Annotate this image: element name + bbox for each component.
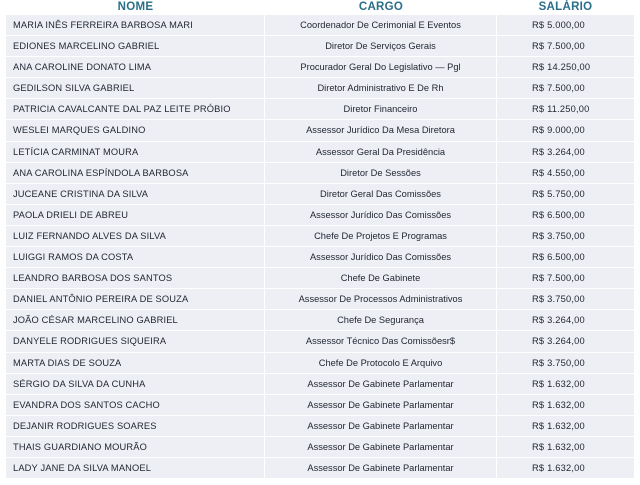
cell-cargo: Chefe De Gabinete	[265, 268, 496, 288]
cell-cargo: Diretor De Sessões	[265, 163, 496, 183]
cell-cargo: Assessor De Gabinete Parlamentar	[265, 458, 496, 478]
cell-salario: R$ 1.632,00	[497, 416, 634, 436]
table-row	[6, 457, 634, 478]
cell-cargo: Assessor De Gabinete Parlamentar	[265, 416, 496, 436]
cell-cargo: Assessor Geral Da Presidência	[265, 142, 496, 162]
cell-cargo: Diretor Financeiro	[265, 99, 496, 119]
cell-nome: LUIGGI RAMOS DA COSTA	[6, 247, 264, 267]
cell-nome: EVANDRA DOS SANTOS CACHO	[6, 395, 264, 415]
cell-nome: ANA CAROLINE DONATO LIMA	[6, 57, 264, 77]
cell-cargo: Chefe De Projetos E Programas	[265, 226, 496, 246]
table-row	[6, 119, 634, 140]
table-header	[6, 0, 634, 14]
cell-nome: LETÍCIA CARMINAT MOURA	[6, 142, 264, 162]
cell-salario: R$ 3.264,00	[497, 331, 634, 351]
table-row	[6, 267, 634, 288]
cell-salario: R$ 7.500,00	[497, 78, 634, 98]
table-row	[6, 309, 634, 330]
cell-salario: R$ 1.632,00	[497, 374, 634, 394]
table-body	[6, 14, 634, 478]
cell-cargo: Assessor Técnico Das Comissõesr$	[265, 331, 496, 351]
header-salario: SALÁRIO	[538, 1, 593, 13]
cell-cargo: Diretor Administrativo E De Rh	[265, 78, 496, 98]
table-row	[6, 162, 634, 183]
cell-cargo: Assessor Jurídico Das Comissões	[265, 205, 496, 225]
cell-nome: THAIS GUARDIANO MOURÃO	[6, 437, 264, 457]
cell-salario: R$ 3.750,00	[497, 289, 634, 309]
cell-nome: LADY JANE DA SILVA MANOEL	[6, 458, 264, 478]
cell-nome: SÉRGIO DA SILVA DA CUNHA	[6, 374, 264, 394]
table-row	[6, 14, 634, 35]
cell-salario: R$ 4.550,00	[497, 163, 634, 183]
table-row	[6, 225, 634, 246]
salary-table	[6, 0, 634, 478]
cell-nome: GEDILSON SILVA GABRIEL	[6, 78, 264, 98]
cell-nome: LUIZ FERNANDO ALVES DA SILVA	[6, 226, 264, 246]
cell-salario: R$ 1.632,00	[497, 395, 634, 415]
cell-salario: R$ 6.500,00	[497, 247, 634, 267]
cell-salario: R$ 3.750,00	[497, 353, 634, 373]
table-row	[6, 394, 634, 415]
cell-cargo: Coordenador De Cerimonial E Eventos	[265, 15, 496, 35]
table-row	[6, 35, 634, 56]
table-row	[6, 373, 634, 394]
cell-salario: R$ 9.000,00	[497, 120, 634, 140]
table-row	[6, 204, 634, 225]
cell-salario: R$ 14.250,00	[497, 57, 634, 77]
cell-salario: R$ 5.750,00	[497, 184, 634, 204]
cell-nome: MARTA DIAS DE SOUZA	[6, 353, 264, 373]
cell-salario: R$ 1.632,00	[497, 437, 634, 457]
cell-salario: R$ 5.000,00	[497, 15, 634, 35]
cell-salario: R$ 7.500,00	[497, 36, 634, 56]
cell-cargo: Diretor De Serviços Gerais	[265, 36, 496, 56]
table-row	[6, 141, 634, 162]
cell-nome: JOÃO CÉSAR MARCELINO GABRIEL	[6, 310, 264, 330]
cell-cargo: Assessor Jurídico Das Comissões	[265, 247, 496, 267]
cell-salario: R$ 3.750,00	[497, 226, 634, 246]
cell-cargo: Procurador Geral Do Legislativo — Pgl	[265, 57, 496, 77]
cell-cargo: Chefe De Protocolo E Arquivo	[265, 353, 496, 373]
table-row	[6, 352, 634, 373]
table-row	[6, 330, 634, 351]
cell-nome: DEJANIR RODRIGUES SOARES	[6, 416, 264, 436]
cell-salario: R$ 1.632,00	[497, 458, 634, 478]
cell-salario: R$ 6.500,00	[497, 205, 634, 225]
table-row	[6, 77, 634, 98]
header-nome: NOME	[117, 1, 154, 13]
cell-salario: R$ 3.264,00	[497, 310, 634, 330]
table-row	[6, 288, 634, 309]
cell-cargo: Assessor De Processos Administrativos	[265, 289, 496, 309]
cell-nome: DANIEL ANTÔNIO PEREIRA DE SOUZA	[6, 289, 264, 309]
cell-cargo: Assessor Jurídico Da Mesa Diretora	[265, 120, 496, 140]
cell-nome: MARIA INÊS FERREIRA BARBOSA MARI	[6, 15, 264, 35]
header-cargo: CARGO	[358, 1, 404, 13]
table-row	[6, 56, 634, 77]
cell-nome: EDIONES MARCELINO GABRIEL	[6, 36, 264, 56]
cell-nome: PATRICIA CAVALCANTE DAL PAZ LEITE PRÓBIO	[6, 99, 264, 119]
table-row	[6, 183, 634, 204]
cell-nome: WESLEI MARQUES GALDINO	[6, 120, 264, 140]
table-row	[6, 98, 634, 119]
cell-salario: R$ 7.500,00	[497, 268, 634, 288]
table-row	[6, 415, 634, 436]
cell-salario: R$ 3.264,00	[497, 142, 634, 162]
cell-cargo: Assessor De Gabinete Parlamentar	[265, 437, 496, 457]
table-row	[6, 246, 634, 267]
cell-salario: R$ 11.250,00	[497, 99, 634, 119]
cell-nome: PAOLA DRIELI DE ABREU	[6, 205, 264, 225]
cell-nome: ANA CAROLINA ESPÍNDOLA BARBOSA	[6, 163, 264, 183]
cell-cargo: Assessor De Gabinete Parlamentar	[265, 395, 496, 415]
table-row	[6, 436, 634, 457]
cell-cargo: Chefe De Segurança	[265, 310, 496, 330]
cell-cargo: Diretor Geral Das Comissões	[265, 184, 496, 204]
cell-nome: DANYELE RODRIGUES SIQUEIRA	[6, 331, 264, 351]
cell-nome: JUCEANE CRISTINA DA SILVA	[6, 184, 264, 204]
cell-cargo: Assessor De Gabinete Parlamentar	[265, 374, 496, 394]
cell-nome: LEANDRO BARBOSA DOS SANTOS	[6, 268, 264, 288]
